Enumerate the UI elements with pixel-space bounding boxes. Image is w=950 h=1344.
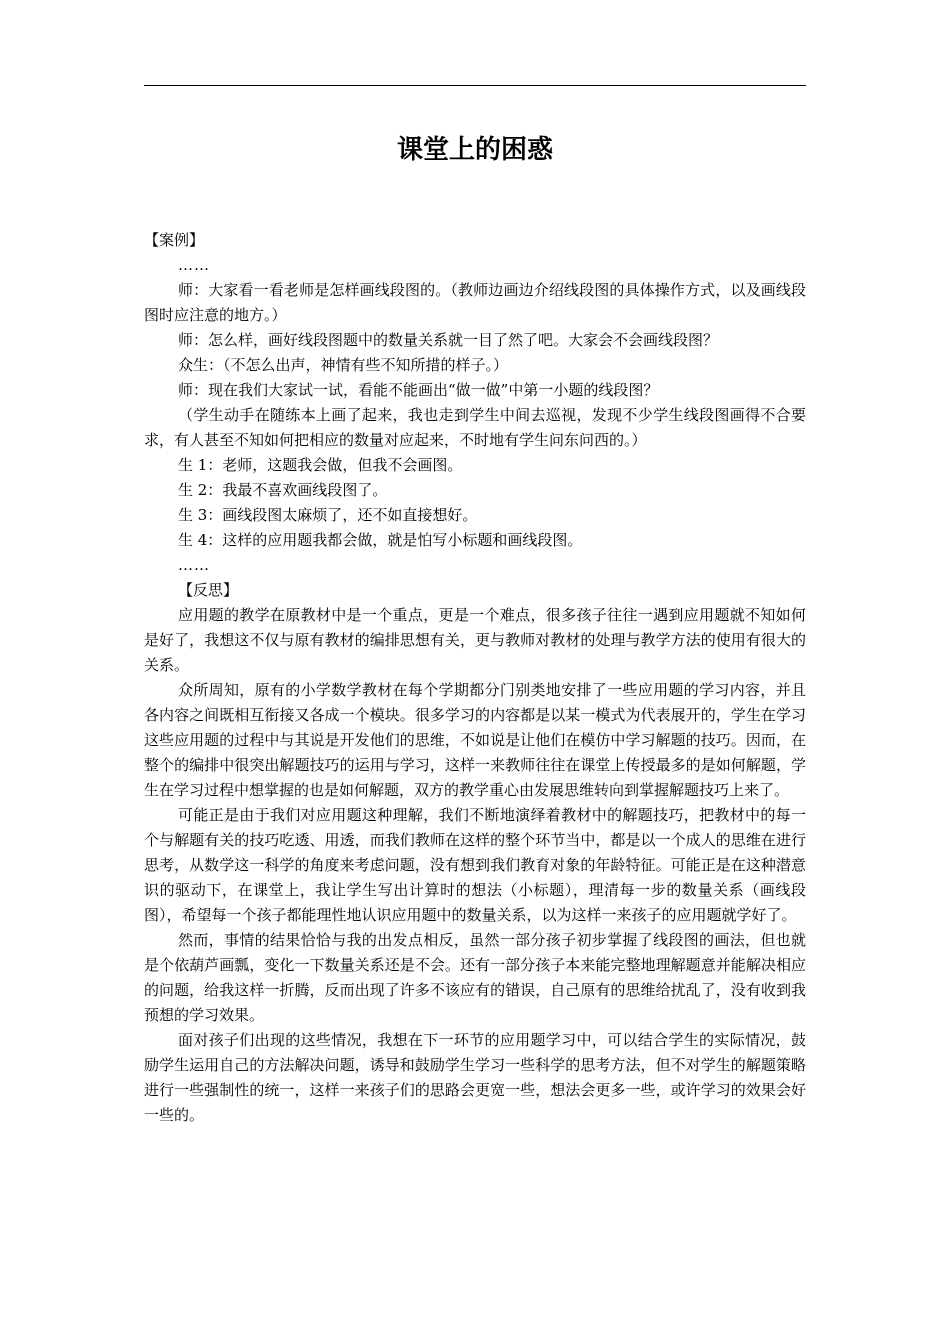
case-line: 生 4：这样的应用题我都会做，就是怕写小标题和画线段图。	[178, 531, 583, 549]
document-body	[144, 228, 806, 1128]
reflection-paragraph: 众所周知，原有的小学数学教材在每个学期都分门别类地安排了一些应用题的学习内容，并且各内容之间既相互衔接又各成一个模块。很多学习的内容都是以某一模式为代表展开的，学生在学习这些应用题的过程中与其说是开发他们的思维，不如说是让他们在模仿中学习解题的技巧。因而，在整个的编排中很突出解题技巧的运用与学习，这样一来教师往往在课堂上传授最多的是如何解题，学生在学习过程中想掌握的也是如何解题，双方的教学重心由发展思维转向到掌握解题技巧上来了。	[144, 681, 806, 799]
case-ellipsis-end: ……	[178, 556, 210, 574]
case-heading: 【案例】	[144, 231, 205, 249]
reflection-paragraph: 应用题的教学在原教材中是一个重点，更是一个难点，很多孩子往往一遇到应用题就不知如何是好了，我想这不仅与原有教材的编排思想有关，更与教师对教材的处理与教学方法的使用有很大的关系。	[144, 606, 806, 674]
case-line: 师：大家看一看老师是怎样画线段图的。（教师边画边介绍线段图的具体操作方式，以及画线段图时应注意的地方。）	[144, 281, 806, 324]
header-rule	[144, 85, 806, 86]
reflection-paragraph: 然而，事情的结果恰恰与我的出发点相反，虽然一部分孩子初步掌握了线段图的画法，但也就是个依葫芦画瓢，变化一下数量关系还是不会。还有一部分孩子本来能完整地理解题意并能解决相应的问题，给我这样一折腾，反而出现了许多不该应有的错误，自己原有的思维给扰乱了，没有收到我预想的学习效果。	[144, 931, 806, 1024]
case-line: 生 1：老师，这题我会做，但我不会画图。	[178, 456, 463, 474]
reflection-paragraph: 面对孩子们出现的这些情况，我想在下一环节的应用题学习中，可以结合学生的实际情况，鼓励学生运用自己的方法解决问题，诱导和鼓励学生学习一些科学的思考方法，但不对学生的解题策略进行一些强制性的统一，这样一来孩子们的思路会更宽一些，想法会更多一些，或许学习的效果会好一些的。	[144, 1031, 806, 1124]
case-line: （学生动手在随练本上画了起来，我也走到学生中间去巡视，发现不少学生线段图画得不合要求，有人甚至不知如何把相应的数量对应起来，不时地有学生问东问西的。）	[144, 406, 806, 449]
case-line: 生 3：画线段图太麻烦了，还不如直接想好。	[178, 506, 478, 524]
page-title: 课堂上的困惑	[396, 135, 553, 165]
reflection-paragraph: 可能正是由于我们对应用题这种理解，我们不断地演绎着教材中的解题技巧，把教材中的每一个与解题有关的技巧吃透、用透，而我们教师在这样的整个环节当中，都是以一个成人的思维在进行思考，从数学这一科学的角度来考虑问题，没有想到我们教育对象的年龄特征。可能正是在这种潜意识的驱动下，在课堂上，我让学生写出计算时的想法（小标题），理清每一步的数量关系（画线段图），希望每一个孩子都能理性地认识应用题中的数量关系，以为这样一来孩子的应用题就学好了。	[144, 806, 806, 924]
case-ellipsis-start: ……	[178, 256, 210, 274]
case-line: 众生：（不怎么出声，神情有些不知所措的样子。）	[178, 356, 509, 374]
case-line: 师：现在我们大家试一试，看能不能画出“做一做”中第一小题的线段图？	[178, 381, 659, 399]
case-line: 师：怎么样，画好线段图题中的数量关系就一目了然了吧。大家会不会画线段图？	[178, 331, 719, 349]
case-line: 生 2：我最不喜欢画线段图了。	[178, 481, 388, 499]
reflection-heading: 【反思】	[178, 581, 239, 599]
